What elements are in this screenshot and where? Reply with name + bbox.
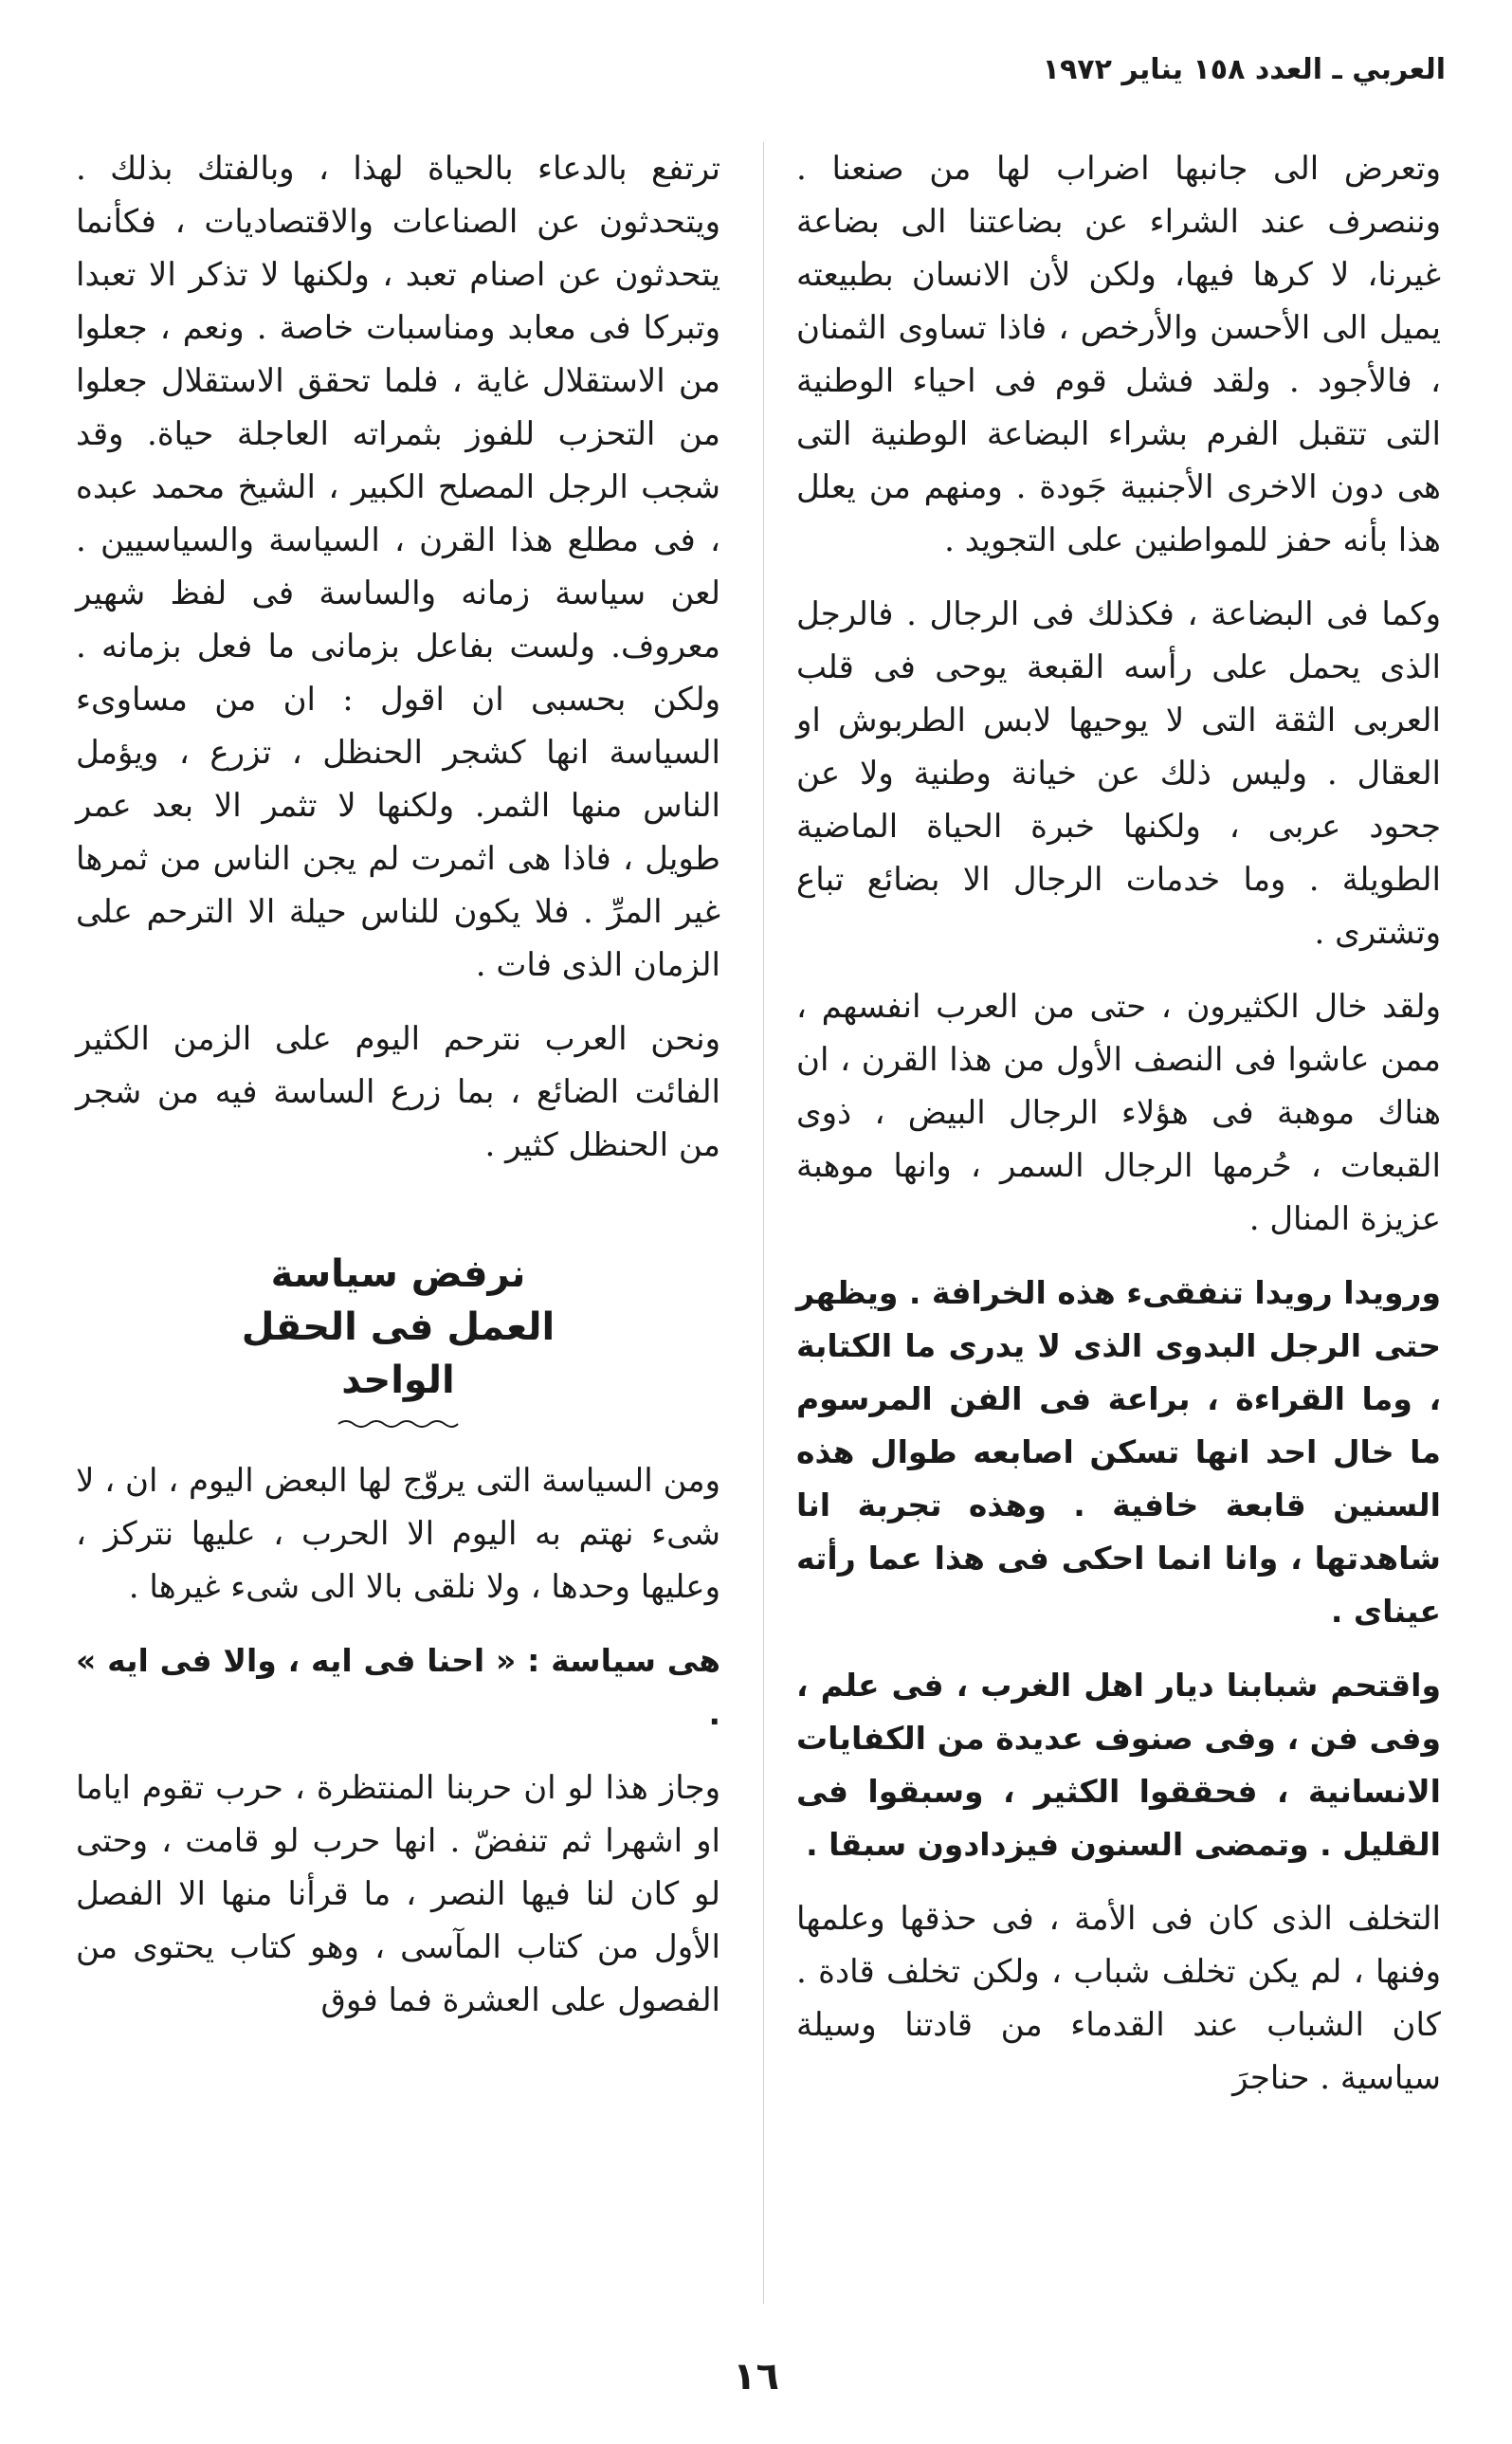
- running-head: العربي ـ العدد ١٥٨ يناير ١٩٧٢: [1042, 53, 1446, 86]
- quote-paragraph: هى سياسة : « احنا فى ايه ، والا فى ايه » .: [76, 1642, 720, 1732]
- wavy-ornament-icon: [337, 1418, 460, 1430]
- bold-paragraph: واقتحم شبابنا ديار اهل الغرب ، فى علم ، وفى فن ، وفى صنوف عديدة من الكفايات الانسانية ، فحققوا الكثير ، وسبقوا فى القليل . وتمضى السنون فيزدادون سبقا .: [796, 1667, 1441, 1863]
- right-column: [796, 142, 1441, 2125]
- page-number: ١٦: [733, 2355, 779, 2398]
- paragraph: وتعرض الى جانبها اضراب لها من صنعنا . وننصرف عند الشراء عن بضاعتنا الى بضاعة غيرنا، لا كرها فيها، ولكن لأن الانسان بطبيعته يميل الى الأحسن والأرخص ، فاذا تساوى الثمنان ، فالأجود . ولقد فشل قوم فى احياء الوطنية التى تتقبل الفرم بشراء البضاعة الوطنية التى هى دون الاخرى الأجنبية جَودة . ومنهم من يعلل هذا بأنه حفز للمواطنين على التجويد .: [796, 150, 1441, 559]
- paragraph: ولقد خال الكثيرون ، حتى من العرب انفسهم ، ممن عاشوا فى النصف الأول من هذا القرن ، ان هناك موهبة فى هؤلاء الرجال البيض ، ذوى القبعات ، حُرمها الرجال السمر ، وانها موهبة عزيزة المنال .: [796, 988, 1441, 1238]
- left-column: [76, 142, 720, 2048]
- paragraph: ونحن العرب نترحم اليوم على الزمن الكثير الفائت الضائع ، بما زرع الساسة فيه من شجر من الحنظل كثير .: [76, 1020, 720, 1164]
- paragraph: ومن السياسة التى يروّج لها البعض اليوم ، ان ، لا شىء نهتم به اليوم الا الحرب ، عليها نتركز ، وعليها وحدها ، ولا نلقى بالا الى شىء غيرها .: [76, 1462, 720, 1606]
- paragraph: وكما فى البضاعة ، فكذلك فى الرجال . فالرجل الذى يحمل على رأسه القبعة يوحى فى قلب العربى الثقة التى لا يوحيها لابس الطربوش او العقال . وليس ذلك عن خيانة وطنية ولا عن جحود عربى ، ولكنها خبرة الحياة الماضية الطويلة . وما خدمات الرجال الا بضائع تباع وتشترى .: [796, 595, 1441, 952]
- paragraph: التخلف الذى كان فى الأمة ، فى حذقها وعلمها وفنها ، لم يكن تخلف شباب ، ولكن تخلف قادة . كان الشباب عند القدماء من قادتنا وسيلة سياسية . حناجرَ: [796, 1900, 1441, 2097]
- column-divider: [763, 142, 764, 2304]
- paragraph: وجاز هذا لو ان حربنا المنتظرة ، حرب تقوم اياما او اشهرا ثم تنفضّ . انها حرب لو قامت ، وحتى لو كان لنا فيها النصر ، ما قرأنا منها الا الفصل الأول من كتاب المآسى ، وهو كتاب يحتوى من الفصول على العشرة فما فوق: [76, 1769, 720, 2019]
- bold-paragraph: ورويدا رويدا تنفقىء هذه الخرافة . ويظهر حتى الرجل البدوى الذى لا يدرى ما الكتابة ، وما القراءة ، براعة فى الفن المرسوم ما خال احد انها تسكن اصابعه طوال هذه السنين قابعة خافية . وهذه تجربة انا شاهدتها ، وانا انما احكى فى هذا عما رأته عيناى .: [796, 1274, 1441, 1630]
- paragraph: ترتفع بالدعاء بالحياة لهذا ، وبالفتك بذلك . ويتحدثون عن الصناعات والاقتصاديات ، فكأنما يتحدثون عن اصنام تعبد ، ولكنها لا تذكر الا تعبدا وتبركا فى معابد ومناسبات خاصة . ونعم ، جعلوا من الاستقلال غاية ، فلما تحقق الاستقلال جعلوا من التحزب للفوز بثمراته العاجلة حياة. وقد شجب الرجل المصلح الكبير ، الشيخ محمد عبده ، فى مطلع هذا القرن ، السياسة والسياسيين . لعن سياسة زمانه والساسة فى لفظ شهير معروف. ولست بفاعل بزمانى ما فعل بزمانه . ولكن بحسبى ان اقول : ان من مساوىء السياسة انها كشجر الحنظل ، تزرع ، ويؤمل الناس منها الثمر. ولكنها لا تثمر الا بعد عمر طويل ، فاذا هى اثمرت لم يجن الناس من ثمرها غير المرِّ . فلا يكون للناس حيلة الا الترحم على الزمان الذى فات .: [76, 150, 720, 984]
- section-title-line: الواحد: [341, 1359, 455, 1402]
- section-title: [76, 1248, 720, 1407]
- section-title-line: العمل فى الحقل: [241, 1305, 556, 1349]
- section-title-line: نرفض سياسة: [270, 1252, 526, 1296]
